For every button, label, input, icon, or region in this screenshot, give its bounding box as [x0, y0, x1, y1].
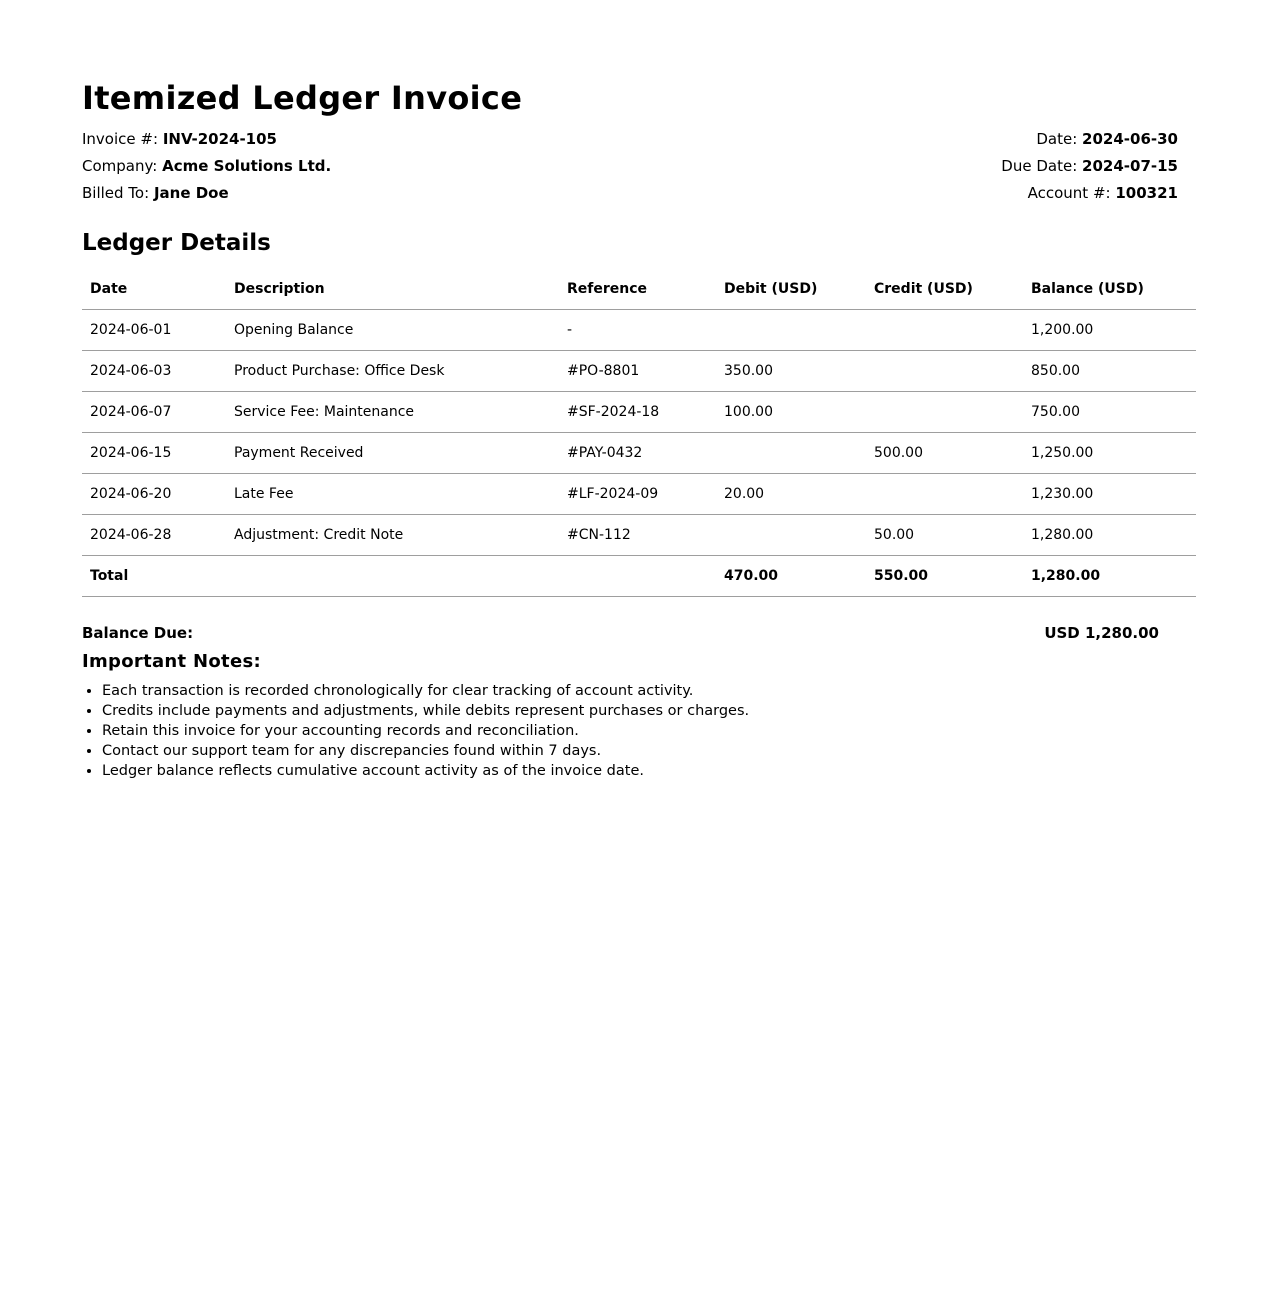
cell-debit: 100.00 [716, 392, 866, 433]
col-header-debit: Debit (USD) [716, 269, 866, 310]
list-item: • Each transaction is recorded chronologically for clear tracking of account activity. [102, 681, 1196, 701]
cell-date: 2024-06-20 [82, 474, 226, 515]
cell-debit: 20.00 [716, 474, 866, 515]
total-reference [559, 556, 716, 597]
cell-reference: #PO-8801 [559, 351, 716, 392]
ledger-header-row [82, 269, 1196, 310]
invoice-meta [82, 126, 1178, 207]
account-number [1001, 180, 1178, 207]
col-header-credit: Credit (USD) [866, 269, 1023, 310]
cell-date: 2024-06-15 [82, 433, 226, 474]
cell-reference: #CN-112 [559, 515, 716, 556]
billed-to [82, 180, 331, 207]
total-balance: 1,280.00 [1023, 556, 1196, 597]
due-date-value: 2024-07-15 [1082, 157, 1178, 175]
cell-date: 2024-06-07 [82, 392, 226, 433]
cell-debit [716, 310, 866, 351]
cell-reference: - [559, 310, 716, 351]
cell-balance: 1,200.00 [1023, 310, 1196, 351]
meta-left [82, 126, 331, 207]
table-row [82, 474, 1196, 515]
cell-credit [866, 310, 1023, 351]
company-label: Company: [82, 157, 158, 175]
table-row [82, 351, 1196, 392]
cell-credit [866, 392, 1023, 433]
cell-balance: 750.00 [1023, 392, 1196, 433]
table-row [82, 392, 1196, 433]
account-number-value: 100321 [1115, 184, 1178, 202]
cell-credit [866, 474, 1023, 515]
total-debit: 470.00 [716, 556, 866, 597]
invoice-date-value: 2024-06-30 [1082, 130, 1178, 148]
invoice-number-label: Invoice #: [82, 130, 159, 148]
cell-description: Service Fee: Maintenance [226, 392, 559, 433]
invoice-date [1001, 126, 1178, 153]
billed-to-value: Jane Doe [153, 184, 229, 202]
list-item: • Ledger balance reflects cumulative account activity as of the invoice date. [102, 761, 1196, 781]
cell-description: Opening Balance [226, 310, 559, 351]
table-row [82, 515, 1196, 556]
balance-due [82, 623, 1159, 643]
ledger-table [82, 269, 1196, 597]
invoice-number-value: INV-2024-105 [162, 130, 277, 148]
cell-debit [716, 515, 866, 556]
cell-balance: 1,250.00 [1023, 433, 1196, 474]
balance-due-value: USD 1,280.00 [1044, 624, 1159, 642]
notes-list [82, 681, 1196, 781]
meta-right [1001, 126, 1178, 207]
table-row [82, 433, 1196, 474]
col-header-date: Date [82, 269, 226, 310]
invoice-date-label: Date: [1036, 130, 1078, 148]
cell-reference: #PAY-0432 [559, 433, 716, 474]
cell-reference: #LF-2024-09 [559, 474, 716, 515]
cell-description: Product Purchase: Office Desk [226, 351, 559, 392]
billed-to-label: Billed To: [82, 184, 150, 202]
company-value: Acme Solutions Ltd. [162, 157, 332, 175]
total-description [226, 556, 559, 597]
invoice-page [82, 0, 1196, 781]
cell-credit: 50.00 [866, 515, 1023, 556]
list-item: • Credits include payments and adjustments, while debits represent purchases or charges. [102, 701, 1196, 721]
total-row [82, 556, 1196, 597]
company [82, 153, 331, 180]
cell-description: Payment Received [226, 433, 559, 474]
cell-description: Late Fee [226, 474, 559, 515]
cell-description: Adjustment: Credit Note [226, 515, 559, 556]
cell-balance: 1,280.00 [1023, 515, 1196, 556]
table-row [82, 310, 1196, 351]
list-item: • Contact our support team for any discrepancies found within 7 days. [102, 741, 1196, 761]
cell-debit [716, 433, 866, 474]
cell-reference: #SF-2024-18 [559, 392, 716, 433]
cell-date: 2024-06-01 [82, 310, 226, 351]
col-header-description: Description [226, 269, 559, 310]
due-date-label: Due Date: [1001, 157, 1078, 175]
cell-date: 2024-06-03 [82, 351, 226, 392]
total-credit: 550.00 [866, 556, 1023, 597]
cell-debit: 350.00 [716, 351, 866, 392]
col-header-reference: Reference [559, 269, 716, 310]
ledger-heading: Ledger Details [82, 230, 271, 256]
cell-credit [866, 351, 1023, 392]
cell-date: 2024-06-28 [82, 515, 226, 556]
due-date [1001, 153, 1178, 180]
cell-balance: 1,230.00 [1023, 474, 1196, 515]
list-item: • Retain this invoice for your accounting records and reconciliation. [102, 721, 1196, 741]
account-number-label: Account #: [1027, 184, 1111, 202]
invoice-title: Itemized Ledger Invoice [82, 79, 523, 117]
invoice-number [82, 126, 331, 153]
col-header-balance: Balance (USD) [1023, 269, 1196, 310]
balance-due-label: Balance Due: [82, 624, 194, 642]
total-label: Total [82, 556, 226, 597]
notes-heading: Important Notes: [82, 651, 261, 672]
cell-credit: 500.00 [866, 433, 1023, 474]
cell-balance: 850.00 [1023, 351, 1196, 392]
